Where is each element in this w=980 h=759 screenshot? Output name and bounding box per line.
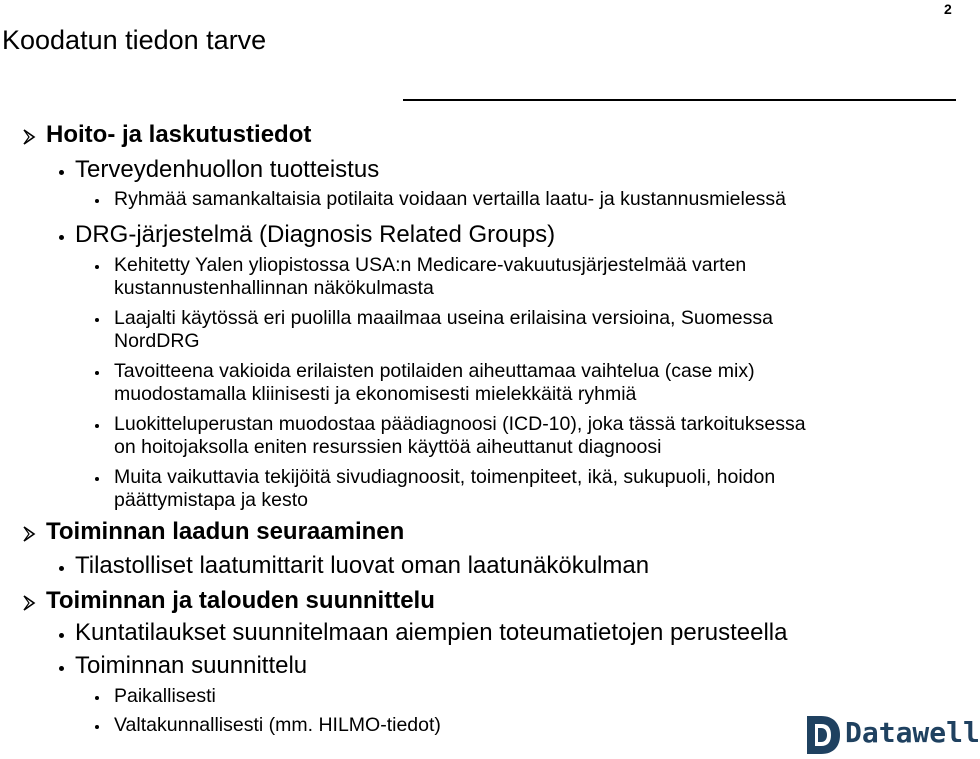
bullet-dot-icon	[95, 318, 99, 322]
bullet-dot-icon	[95, 371, 99, 375]
title-divider	[403, 99, 956, 101]
bullet-dot-icon	[95, 265, 99, 269]
list-item-text: Luokitteluperustan muodostaa päädiagnoosi (ICD-10), joka tässä tarkoituksessa	[114, 413, 806, 435]
list-item-continuation: on hoitojaksolla eniten resurssien käyttöä aiheuttanut diagnoosi	[114, 436, 662, 458]
list-item-text: Laajalti käytössä eri puolilla maailmaa useina erilaisina versioina, Suomessa	[114, 307, 774, 329]
arrow-bullet-icon	[22, 526, 36, 542]
bullet-dot-icon	[59, 235, 64, 240]
slide-title: Koodatun tiedon tarve	[2, 25, 267, 55]
list-item-text: Kuntatilaukset suunnitelmaan aiempien toteumatietojen perusteella	[75, 619, 788, 646]
list-item-continuation: kustannustenhallinnan näkökulmasta	[114, 277, 434, 299]
bullet-dot-icon	[95, 477, 99, 481]
list-item-text: Valtakunnallisesti (mm. HILMO-tiedot)	[114, 714, 441, 736]
datawell-logo-text: Datawell	[845, 716, 980, 749]
datawell-logo	[803, 710, 980, 759]
datawell-logo-mark-icon	[803, 712, 843, 758]
bullet-dot-icon	[59, 566, 64, 571]
bullet-dot-icon	[95, 424, 99, 428]
list-item-text: Toiminnan ja talouden suunnittelu	[46, 587, 435, 614]
bullet-dot-icon	[95, 199, 99, 203]
bullet-dot-icon	[95, 725, 99, 729]
list-item-text: DRG-järjestelmä (Diagnosis Related Groups)	[75, 221, 556, 248]
list-item-text: Muita vaikuttavia tekijöitä sivudiagnoosit, toimenpiteet, ikä, sukupuoli, hoidon	[114, 466, 776, 488]
page-number: 2	[944, 1, 952, 17]
list-item-text: Toiminnan laadun seuraaminen	[46, 518, 405, 545]
arrow-bullet-icon	[22, 595, 36, 611]
list-item-continuation: päättymistapa ja kesto	[114, 489, 309, 511]
list-item-text: Hoito- ja laskutustiedot	[46, 121, 312, 148]
bullet-dot-icon	[95, 696, 99, 700]
list-item-text: Toiminnan suunnittelu	[75, 652, 308, 679]
list-item-text: Ryhmää samankaltaisia potilaita voidaan vertailla laatu- ja kustannusmielessä	[114, 188, 787, 210]
bullet-dot-icon	[59, 633, 64, 638]
list-item-continuation: NordDRG	[114, 330, 200, 352]
list-item-continuation: muodostamalla kliinisesti ja ekonomisesti mielekkäitä ryhmiä	[114, 383, 637, 405]
list-item-text: Kehitetty Yalen yliopistossa USA:n Medicare-vakuutusjärjestelmää varten	[114, 254, 747, 276]
bullet-dot-icon	[59, 170, 64, 175]
bullet-dot-icon	[59, 666, 64, 671]
list-item-text: Tavoitteena vakioida erilaisten potilaiden aiheuttamaa vaihtelua (case mix)	[114, 360, 755, 382]
arrow-bullet-icon	[22, 129, 36, 145]
list-item-text: Paikallisesti	[114, 685, 216, 707]
list-item-text: Tilastolliset laatumittarit luovat oman laatunäkökulman	[75, 552, 650, 579]
list-item-text: Terveydenhuollon tuotteistus	[75, 156, 380, 183]
